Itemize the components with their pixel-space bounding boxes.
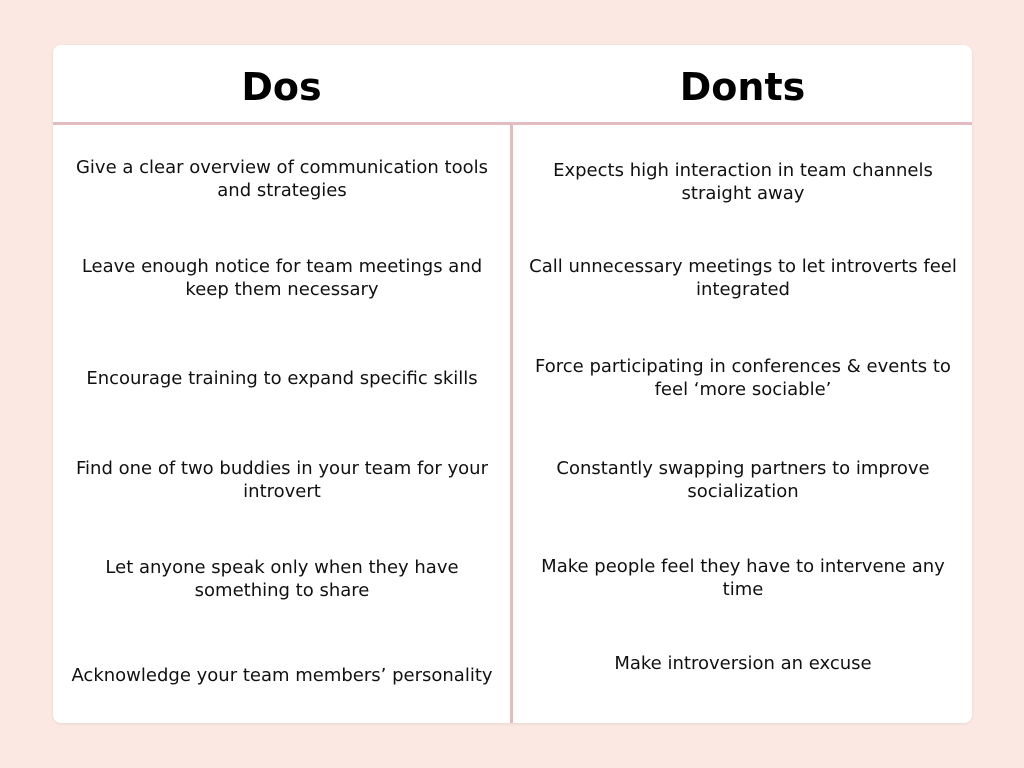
dos-item: Encourage training to expand specific skills <box>86 367 478 389</box>
dos-donts-table <box>53 45 972 723</box>
donts-item: Expects high interaction in team channels straight away <box>553 160 933 204</box>
donts-heading: Donts <box>679 65 806 109</box>
dos-item: Leave enough notice for team meetings and keep them necessary <box>81 256 483 300</box>
dos-heading: Dos <box>241 65 322 109</box>
table-header <box>53 45 972 125</box>
donts-item: Make people feel they have to intervene any time <box>541 556 945 600</box>
donts-item: Call unnecessary meetings to let introverts feel integrated <box>529 256 957 300</box>
donts-item: Constantly swapping partners to improve socialization <box>556 458 930 502</box>
donts-item: Force participating in conferences & events to feel ‘more sociable’ <box>535 356 951 400</box>
dos-item: Let anyone speak only when they have something to share <box>105 557 459 601</box>
donts-item: Make introversion an excuse <box>614 652 872 674</box>
dos-item: Acknowledge your team members’ personality <box>71 664 493 686</box>
column-divider <box>510 122 513 723</box>
dos-item: Find one of two buddies in your team for your introvert <box>76 458 488 502</box>
dos-item: Give a clear overview of communication tools and strategies <box>75 157 489 201</box>
